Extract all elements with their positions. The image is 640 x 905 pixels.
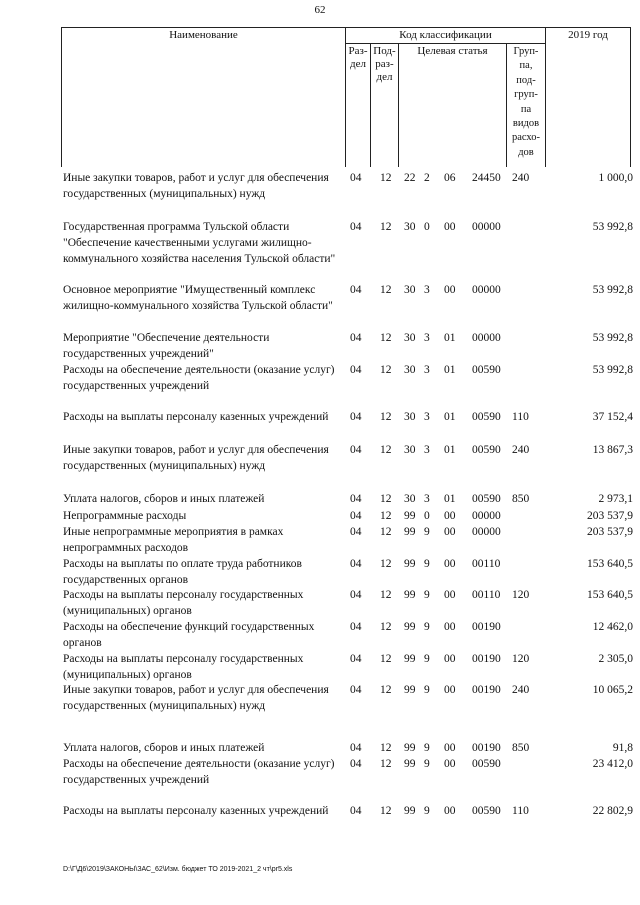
row-pod: 12 [380, 510, 392, 522]
row-ts3: 00 [444, 284, 456, 296]
row-ts2: 2 [424, 172, 430, 184]
row-ts2: 9 [424, 526, 430, 538]
row-ts4: 00110 [472, 558, 501, 570]
row-ts1: 99 [404, 742, 416, 754]
row-name: Непрограммные расходы [63, 510, 187, 522]
row-ts1: 22 [404, 172, 416, 184]
row-raz: 04 [350, 284, 362, 296]
row-amount: 2 973,1 [598, 493, 633, 505]
header-name: Наименование [169, 29, 238, 41]
row-amount: 53 992,8 [592, 364, 633, 376]
row-raz: 04 [350, 684, 362, 696]
row-ts2: 3 [424, 364, 430, 376]
row-ts3: 00 [444, 621, 456, 633]
row-ts3: 00 [444, 558, 456, 570]
row-ts4: 00000 [472, 526, 501, 538]
row-ts3: 01 [444, 493, 456, 505]
row-vr: 240 [512, 444, 530, 456]
row-amount: 153 640,5 [587, 589, 633, 601]
row-raz: 04 [350, 742, 362, 754]
row-ts1: 99 [404, 510, 416, 522]
row-ts2: 0 [424, 510, 430, 522]
row-name: Иные закупки товаров, работ и услуг для обеспечения государственных (муниципальных) нужд [63, 444, 329, 472]
row-raz: 04 [350, 653, 362, 665]
row-name: Расходы на обеспечение функций государственных органов [63, 621, 315, 649]
row-ts2: 9 [424, 758, 430, 770]
row-ts2: 3 [424, 411, 430, 423]
row-ts3: 00 [444, 758, 456, 770]
row-name: Расходы на выплаты персоналу казенных учреждений [63, 411, 329, 423]
row-name: Иные закупки товаров, работ и услуг для обеспечения государственных (муниципальных) нужд [63, 172, 329, 200]
row-ts4: 00590 [472, 805, 501, 817]
row-raz: 04 [350, 526, 362, 538]
row-amount: 91,8 [612, 742, 633, 754]
row-ts4: 00190 [472, 621, 501, 633]
row-vr: 850 [512, 493, 530, 505]
row-name: Уплата налогов, сборов и иных платежей [63, 493, 265, 505]
row-amount: 23 412,0 [592, 758, 633, 770]
row-amount: 13 867,3 [592, 444, 633, 456]
row-vr: 240 [512, 172, 530, 184]
header-code-group: Код классификации [399, 29, 492, 41]
row-ts4: 00000 [472, 510, 501, 522]
header-year: 2019 год [568, 29, 608, 41]
row-name: Расходы на выплаты по оплате труда работников государственных органов [63, 558, 302, 586]
row-ts4: 00190 [472, 653, 501, 665]
row-ts4: 00000 [472, 332, 501, 344]
row-ts2: 3 [424, 493, 430, 505]
row-pod: 12 [380, 172, 392, 184]
row-ts4: 00110 [472, 589, 501, 601]
header-podrazdel: Под- раз- дел [373, 45, 396, 83]
row-pod: 12 [380, 621, 392, 633]
row-amount: 203 537,9 [587, 526, 633, 538]
row-name: Основное мероприятие "Имущественный комплекс жилищно-коммунального хозяйства Тульской области" [63, 284, 333, 312]
row-ts4: 00590 [472, 758, 501, 770]
row-raz: 04 [350, 493, 362, 505]
row-amount: 10 065,2 [592, 684, 633, 696]
row-pod: 12 [380, 758, 392, 770]
row-amount: 153 640,5 [587, 558, 633, 570]
row-pod: 12 [380, 284, 392, 296]
row-raz: 04 [350, 510, 362, 522]
row-name: Уплата налогов, сборов и иных платежей [63, 742, 265, 754]
row-ts1: 30 [404, 411, 416, 423]
row-name: Государственная программа Тульской области "Обеспечение качественными услугами жилищно-коммунального хозяйства населения Тульской области" [63, 221, 336, 265]
row-ts3: 00 [444, 589, 456, 601]
row-pod: 12 [380, 364, 392, 376]
row-vr: 850 [512, 742, 530, 754]
row-pod: 12 [380, 805, 392, 817]
row-ts3: 00 [444, 742, 456, 754]
row-ts2: 9 [424, 805, 430, 817]
row-pod: 12 [380, 493, 392, 505]
row-ts3: 00 [444, 510, 456, 522]
row-vr: 120 [512, 589, 530, 601]
row-vr: 120 [512, 653, 530, 665]
row-ts2: 9 [424, 621, 430, 633]
row-ts1: 99 [404, 805, 416, 817]
row-ts4: 00590 [472, 411, 501, 423]
row-ts1: 99 [404, 526, 416, 538]
row-raz: 04 [350, 758, 362, 770]
row-pod: 12 [380, 526, 392, 538]
row-pod: 12 [380, 332, 392, 344]
row-ts1: 99 [404, 558, 416, 570]
row-ts1: 30 [404, 364, 416, 376]
row-raz: 04 [350, 411, 362, 423]
row-ts1: 30 [404, 444, 416, 456]
header-vid: Груп- па, под- груп- па видов расхо- дов [511, 46, 541, 158]
row-ts3: 00 [444, 653, 456, 665]
row-raz: 04 [350, 172, 362, 184]
row-vr: 110 [512, 805, 529, 817]
row-ts2: 9 [424, 742, 430, 754]
footer-file-path: D:\Г\Д6\2019\ЗАКОНЫ\ЗАС_62\Изм. бюджет ТО 2019-2021_2 чт\pr5.xls [63, 866, 293, 873]
row-amount: 53 992,8 [592, 221, 633, 233]
row-ts1: 99 [404, 621, 416, 633]
row-ts4: 00000 [472, 284, 501, 296]
row-pod: 12 [380, 411, 392, 423]
row-name: Иные закупки товаров, работ и услуг для обеспечения государственных (муниципальных) нужд [63, 684, 329, 712]
row-amount: 1 000,0 [598, 172, 633, 184]
row-amount: 53 992,8 [592, 284, 633, 296]
row-name: Расходы на обеспечение деятельности (оказание услуг) государственных учреждений [63, 364, 335, 392]
page-number: 62 [314, 4, 326, 16]
row-ts4: 00000 [472, 221, 501, 233]
row-ts2: 9 [424, 558, 430, 570]
row-ts1: 30 [404, 284, 416, 296]
row-name: Расходы на выплаты персоналу казенных учреждений [63, 805, 329, 817]
row-name: Расходы на обеспечение деятельности (оказание услуг) государственных учреждений [63, 758, 335, 786]
row-pod: 12 [380, 653, 392, 665]
row-pod: 12 [380, 742, 392, 754]
row-ts2: 3 [424, 332, 430, 344]
row-pod: 12 [380, 589, 392, 601]
row-ts3: 00 [444, 684, 456, 696]
row-ts3: 00 [444, 526, 456, 538]
row-raz: 04 [350, 221, 362, 233]
row-ts3: 00 [444, 805, 456, 817]
row-ts4: 24450 [472, 172, 501, 184]
row-ts4: 00190 [472, 684, 501, 696]
row-ts4: 00190 [472, 742, 501, 754]
row-name: Расходы на выплаты персоналу государственных (муниципальных) органов [63, 653, 304, 681]
row-vr: 240 [512, 684, 530, 696]
row-ts2: 9 [424, 653, 430, 665]
header-target: Целевая статья [417, 45, 488, 57]
row-ts2: 3 [424, 444, 430, 456]
row-raz: 04 [350, 364, 362, 376]
row-pod: 12 [380, 684, 392, 696]
row-amount: 37 152,4 [592, 411, 633, 423]
row-amount: 22 802,9 [592, 805, 633, 817]
row-vr: 110 [512, 411, 529, 423]
row-raz: 04 [350, 805, 362, 817]
row-pod: 12 [380, 221, 392, 233]
row-raz: 04 [350, 558, 362, 570]
row-ts4: 00590 [472, 493, 501, 505]
row-ts3: 01 [444, 364, 456, 376]
row-raz: 04 [350, 621, 362, 633]
row-ts1: 30 [404, 221, 416, 233]
row-ts1: 99 [404, 589, 416, 601]
row-name: Мероприятие "Обеспечение деятельности государственных учреждений" [63, 332, 270, 360]
row-amount: 2 305,0 [598, 653, 633, 665]
row-pod: 12 [380, 444, 392, 456]
row-name: Расходы на выплаты персоналу государственных (муниципальных) органов [63, 589, 304, 617]
row-ts1: 99 [404, 758, 416, 770]
row-amount: 53 992,8 [592, 332, 633, 344]
row-ts2: 0 [424, 221, 430, 233]
row-ts4: 00590 [472, 364, 501, 376]
row-raz: 04 [350, 589, 362, 601]
row-ts3: 01 [444, 332, 456, 344]
row-raz: 04 [350, 444, 362, 456]
row-amount: 12 462,0 [592, 621, 633, 633]
row-ts2: 9 [424, 684, 430, 696]
row-ts3: 01 [444, 444, 456, 456]
header-razdel: Раз- дел [348, 45, 368, 70]
row-ts2: 9 [424, 589, 430, 601]
row-raz: 04 [350, 332, 362, 344]
row-name: Иные непрограммные мероприятия в рамках непрограммных расходов [63, 526, 284, 554]
row-ts1: 99 [404, 684, 416, 696]
row-ts3: 01 [444, 411, 456, 423]
row-ts1: 99 [404, 653, 416, 665]
row-ts1: 30 [404, 332, 416, 344]
row-ts4: 00590 [472, 444, 501, 456]
row-ts2: 3 [424, 284, 430, 296]
row-pod: 12 [380, 558, 392, 570]
row-ts3: 00 [444, 221, 456, 233]
row-ts3: 06 [444, 172, 456, 184]
row-amount: 203 537,9 [587, 510, 633, 522]
row-ts1: 30 [404, 493, 416, 505]
